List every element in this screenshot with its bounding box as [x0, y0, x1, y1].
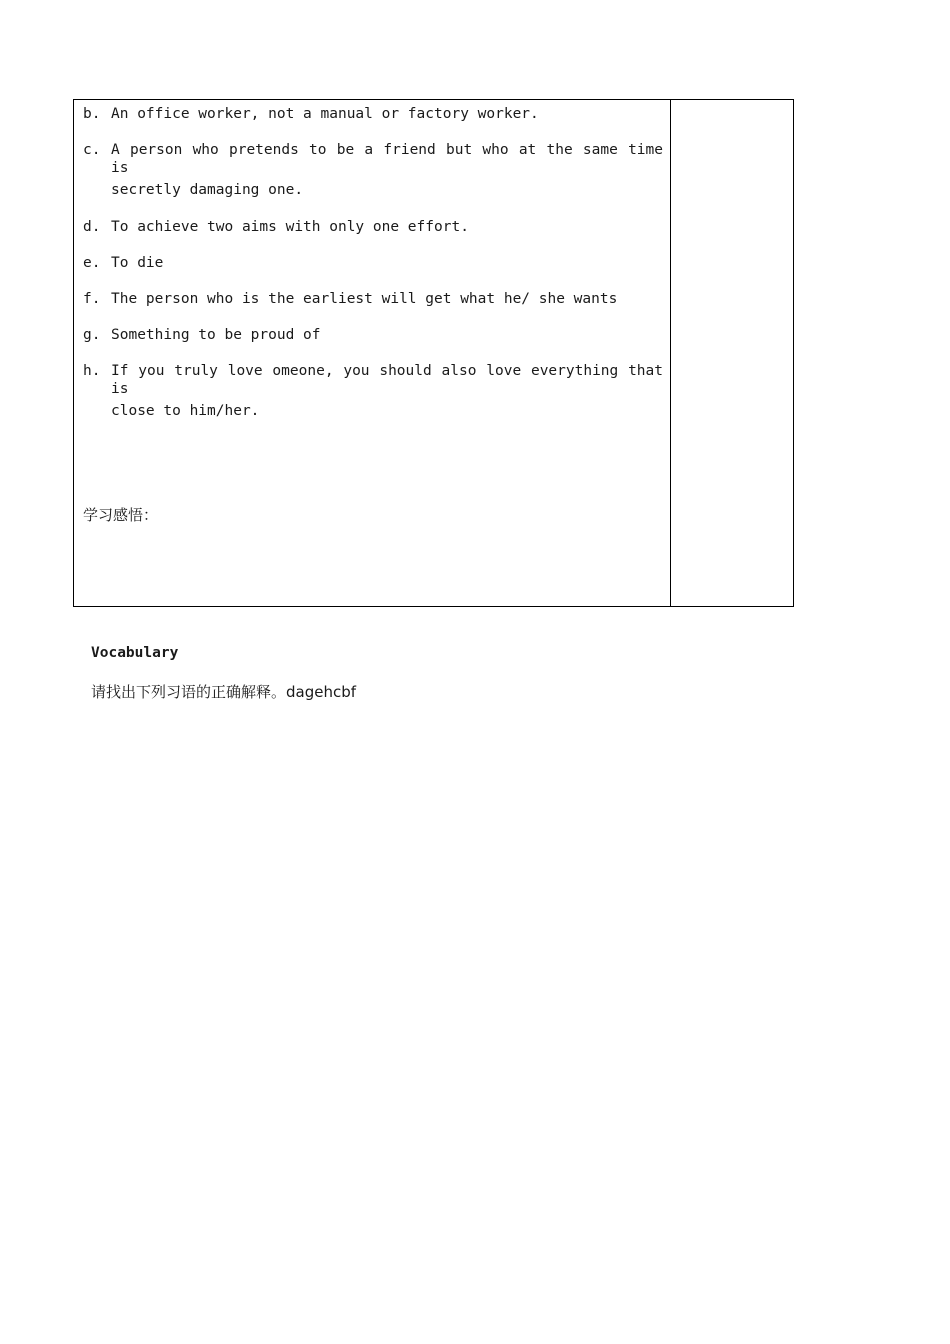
- vocabulary-instruction: 请找出下列习语的正确解释。dagehcbf: [91, 683, 357, 701]
- reflection-label: 学习感悟：: [83, 506, 159, 524]
- item-text: To achieve two aims with only one effort.: [111, 219, 469, 235]
- item-letter: b.: [83, 106, 101, 122]
- definitions-table: [73, 99, 794, 607]
- item-text-line1: A person who pretends to be a friend but who at the same time is: [111, 142, 663, 176]
- item-letter: c.: [83, 142, 101, 158]
- column-divider: [670, 100, 671, 606]
- item-letter: h.: [83, 363, 101, 379]
- item-text: The person who is the earliest will get what he/ she wants: [111, 291, 618, 307]
- item-text-line2: secretly damaging one.: [111, 182, 304, 198]
- item-text-line2: close to him/her.: [111, 403, 260, 419]
- item-letter: f.: [83, 291, 101, 307]
- item-text: An office worker, not a manual or factory worker.: [111, 106, 539, 122]
- item-text: Something to be proud of: [111, 327, 321, 343]
- item-text: To die: [111, 255, 164, 271]
- item-letter: g.: [83, 327, 101, 343]
- item-text-line1: If you truly love omeone, you should also love everything that is: [111, 363, 663, 397]
- item-letter: d.: [83, 219, 101, 235]
- vocabulary-heading: Vocabulary: [91, 645, 179, 661]
- item-letter: e.: [83, 255, 101, 271]
